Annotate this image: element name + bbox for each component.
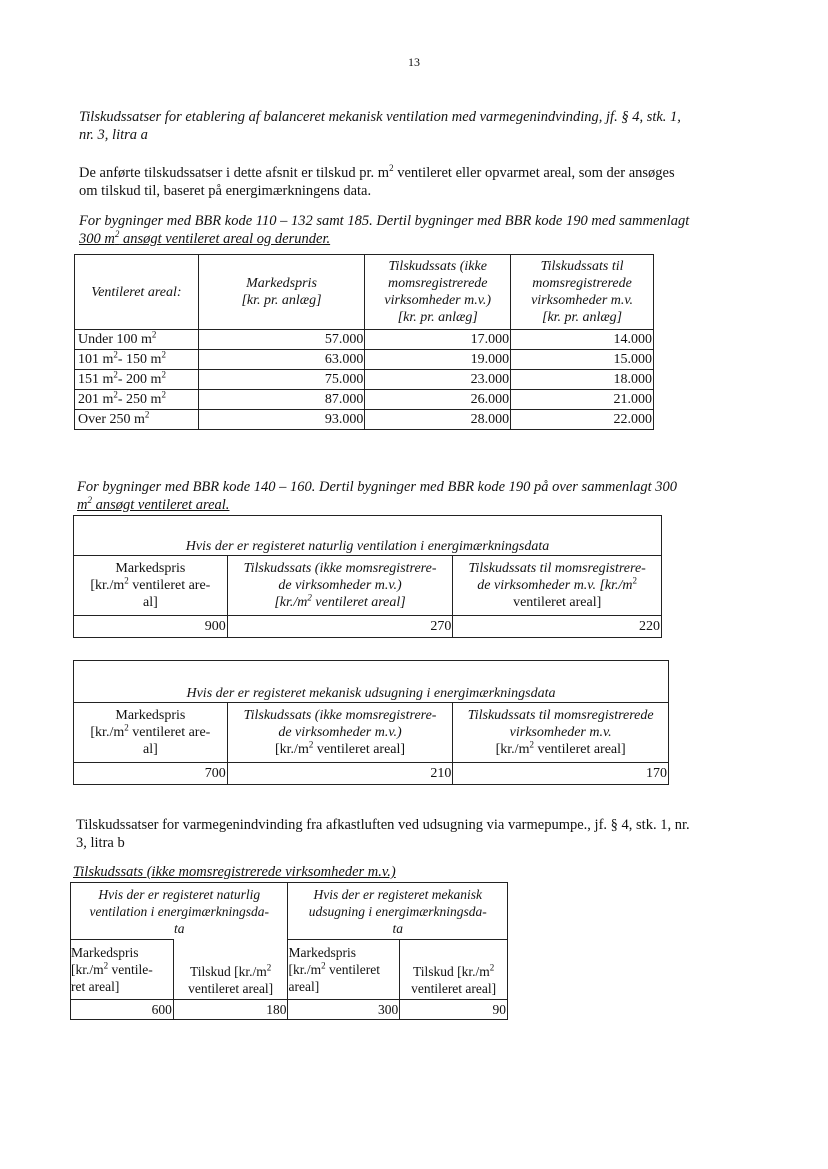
header-text: Tilskud [kr./m — [190, 964, 267, 979]
table-header-row — [74, 556, 662, 616]
header-text: de virksomheder m.v.) — [278, 725, 402, 740]
superscript: 2 — [124, 722, 129, 733]
header-text: [kr./m — [274, 595, 308, 610]
table-row — [75, 410, 654, 430]
cell-vat: 18.000 — [511, 370, 654, 390]
header-text: Markedspris — [71, 945, 139, 960]
table1-caption-line1: For bygninger med BBR kode 110 – 132 samt 185. Dertil bygninger med BBR kode 190 med sammenlagt — [79, 213, 690, 229]
section-heading — [79, 108, 779, 144]
header-vat — [453, 703, 669, 763]
header-text: Tilskudssats til momsregistrere- — [468, 561, 646, 576]
subsidy-table-4 — [70, 882, 508, 1020]
cell-text: - 200 m — [117, 372, 162, 387]
superscript: 2 — [124, 575, 129, 586]
superscript: 2 — [114, 229, 120, 240]
cell-text: 151 m — [78, 372, 114, 387]
header-text: virksomheder m.v. — [531, 293, 634, 308]
cell-area — [75, 410, 199, 430]
header-text: ta — [392, 920, 403, 936]
header-mechanical-extraction — [288, 883, 508, 940]
superscript: 2 — [87, 495, 92, 506]
table-row — [74, 763, 669, 785]
header-text: ventileret areal] — [188, 981, 274, 996]
table-title-row — [74, 516, 662, 556]
header-text: udsugning i energimærkningsda- — [308, 903, 487, 919]
header-area: Ventileret areal: — [75, 255, 199, 330]
header-market — [74, 703, 228, 763]
table3-title: Hvis der er registeret mekanisk udsugning i energimærkningsdata — [74, 661, 669, 703]
header-text: [kr./m — [495, 742, 530, 757]
table-row — [75, 350, 654, 370]
header-text: ventileret areal] — [313, 742, 406, 757]
header-vat — [511, 255, 654, 330]
header-text: Tilskudssats (ikke momsregistrere- — [243, 561, 437, 576]
cell-area — [75, 350, 199, 370]
cell-nonvat: 270 — [227, 616, 453, 638]
header-text: ventileret are- — [128, 578, 211, 593]
cell-nonvat: 28.000 — [365, 410, 511, 430]
superscript: 2 — [113, 369, 118, 380]
cell-vat: 22.000 — [511, 410, 654, 430]
cell-text: - 150 m — [117, 352, 162, 367]
table-header-row — [75, 255, 654, 330]
section-heading-line1: Tilskudssatser for etablering af balanceret mekanisk ventilation med varmegenindvinding, jf. § 4, stk. 1, — [79, 109, 681, 125]
cell-market: 700 — [74, 763, 228, 785]
cell-vat: 170 — [453, 763, 669, 785]
header-text: virksomheder m.v. — [509, 725, 612, 740]
cell-text: Over 250 m — [78, 412, 145, 427]
superscript: 2 — [144, 409, 150, 420]
header-text: Markedspris — [115, 561, 186, 576]
header-text: Hvis der er registeret mekanisk — [313, 886, 482, 902]
header-text: [kr./m — [288, 962, 322, 977]
table4-caption: Tilskudssats (ikke momsregistrerede virksomheder m.v.) — [73, 864, 396, 880]
header-text: ventileret areal] — [311, 595, 406, 610]
section2-line2: 3, litra b — [76, 835, 125, 851]
subsidy-table-1 — [74, 254, 654, 430]
table-row — [75, 390, 654, 410]
header-text: Markedspris — [288, 945, 356, 960]
subsidy-table-2 — [73, 515, 662, 638]
cell-text: 101 m — [78, 352, 114, 367]
table-header-row — [74, 703, 669, 763]
superscript: 2 — [113, 349, 118, 360]
header-text: ret areal] — [71, 979, 120, 994]
table-header-row — [71, 883, 508, 940]
cell-nonvat: 210 — [227, 763, 453, 785]
table-row — [71, 1000, 508, 1020]
header-text: [kr./m — [71, 962, 104, 977]
superscript: 2 — [161, 369, 166, 380]
cell-market: 900 — [74, 616, 228, 638]
body-text: ventileret eller opvarmet areal, som der ansøges — [393, 165, 675, 181]
header-market — [74, 556, 228, 616]
table1-caption — [79, 212, 779, 248]
superscript: 2 — [489, 962, 495, 973]
superscript: 2 — [103, 960, 109, 971]
header-text: ventileret areal] — [533, 742, 626, 757]
header-market-natural — [71, 940, 174, 1000]
header-text: Tilskudssats (ikke — [388, 259, 487, 274]
table2-title: Hvis der er registeret naturlig ventilation i energimærkningsdata — [74, 516, 662, 556]
header-text: areal] — [288, 979, 320, 994]
header-text: al] — [142, 595, 158, 610]
header-subsidy-mechanical — [400, 940, 508, 1000]
header-market — [198, 255, 365, 330]
section-body-line1 — [79, 164, 779, 182]
cell-market-natural: 600 — [71, 1000, 174, 1020]
superscript: 2 — [161, 349, 166, 360]
cell-nonvat: 23.000 — [365, 370, 511, 390]
header-text: [kr. pr. anlæg] — [397, 310, 478, 325]
header-text: virksomheder m.v.) — [384, 293, 492, 308]
superscript: 2 — [321, 960, 326, 971]
header-text: [kr./m — [275, 742, 309, 757]
table2-caption-line2 — [77, 496, 777, 514]
header-natural-ventilation — [71, 883, 288, 940]
header-text: ventileret are- — [128, 725, 211, 740]
header-text: ventilation i energimærkningsda- — [89, 903, 269, 919]
table1-caption-line2 — [79, 230, 779, 248]
caption-text: 300 m — [79, 231, 115, 247]
cell-area — [75, 370, 199, 390]
cell-nonvat: 17.000 — [365, 330, 511, 350]
table-title-row — [74, 661, 669, 703]
superscript: 2 — [307, 592, 312, 603]
superscript: 2 — [113, 389, 118, 400]
header-text: Hvis der er registeret naturlig — [98, 886, 261, 902]
superscript: 2 — [389, 163, 394, 174]
cell-nonvat: 19.000 — [365, 350, 511, 370]
header-market-mechanical — [288, 940, 400, 1000]
superscript: 2 — [308, 739, 314, 750]
header-text: Tilskud [kr./m — [412, 964, 490, 979]
header-text: [kr. pr. anlæg] — [241, 293, 322, 308]
header-nonvat — [227, 556, 453, 616]
superscript: 2 — [529, 739, 534, 750]
cell-market: 87.000 — [198, 390, 365, 410]
superscript: 2 — [632, 575, 638, 586]
header-nonvat — [365, 255, 511, 330]
cell-vat: 15.000 — [511, 350, 654, 370]
header-text: Tilskudssats til momsregistrerede — [467, 708, 654, 723]
section-heading-line2: nr. 3, litra a — [79, 127, 148, 143]
cell-market: 75.000 — [198, 370, 365, 390]
section-body-line2: om tilskud til, baseret på energimærkningens data. — [79, 183, 372, 199]
superscript: 2 — [266, 962, 272, 973]
page-number: 13 — [408, 55, 420, 69]
header-text: ventileret — [325, 962, 380, 977]
header-subsidy-natural — [173, 940, 288, 1000]
cell-market: 93.000 — [198, 410, 365, 430]
header-text: [kr./m — [90, 578, 125, 593]
cell-nonvat: 26.000 — [365, 390, 511, 410]
table-row — [75, 330, 654, 350]
table-row — [74, 616, 662, 638]
table-subheader-row — [71, 940, 508, 1000]
cell-text: - 250 m — [117, 392, 162, 407]
caption-text: ansøgt ventileret areal og derunder. — [119, 231, 331, 247]
caption-text: m — [77, 497, 88, 513]
header-text: Tilskudssats (ikke momsregistrere- — [243, 708, 437, 723]
header-text: momsregistrerede — [532, 276, 632, 291]
superscript: 2 — [161, 389, 166, 400]
cell-vat: 21.000 — [511, 390, 654, 410]
cell-market: 57.000 — [198, 330, 365, 350]
table-row — [75, 370, 654, 390]
header-text: Tilskudssats til — [540, 259, 624, 274]
header-text: Markedspris — [115, 708, 186, 723]
cell-area — [75, 390, 199, 410]
cell-market: 63.000 — [198, 350, 365, 370]
header-text: [kr. pr. anlæg] — [542, 310, 623, 325]
cell-subsidy-mechanical: 90 — [400, 1000, 508, 1020]
header-text: ventileret areal] — [513, 595, 602, 610]
section2-line1: Tilskudssatser for varmegenindvinding fra afkastluften ved udsugning via varmepumpe., jf. § 4, stk. 1, nr. — [76, 817, 690, 833]
cell-vat: 14.000 — [511, 330, 654, 350]
cell-text: 201 m — [78, 392, 114, 407]
subsidy-table-3 — [73, 660, 669, 785]
header-text: al] — [142, 742, 158, 757]
cell-subsidy-natural: 180 — [173, 1000, 288, 1020]
cell-text: Under 100 m — [78, 332, 152, 347]
table2-caption — [77, 478, 777, 514]
header-text: ta — [173, 920, 185, 936]
header-text: [kr./m — [90, 725, 125, 740]
section-body — [79, 164, 779, 200]
caption-text: ansøgt ventileret areal. — [91, 497, 230, 513]
header-text: momsregistrerede — [387, 276, 488, 291]
header-text: ventile- — [108, 962, 153, 977]
header-nonvat — [227, 703, 453, 763]
header-vat — [453, 556, 662, 616]
header-text: de virksomheder m.v. [kr./m — [477, 578, 633, 593]
header-text: Markedspris — [246, 276, 317, 291]
cell-vat: 220 — [453, 616, 662, 638]
superscript: 2 — [151, 329, 157, 340]
cell-market-mechanical: 300 — [288, 1000, 400, 1020]
cell-area — [75, 330, 199, 350]
header-text: ventileret areal] — [411, 981, 497, 996]
body-text: De anførte tilskudssatser i dette afsnit er tilskud pr. m — [79, 165, 390, 181]
section2-body — [76, 816, 776, 852]
header-text: de virksomheder m.v.) — [278, 578, 402, 593]
table2-caption-line1: For bygninger med BBR kode 140 – 160. Dertil bygninger med BBR kode 190 på over sammenlagt 300 — [77, 479, 678, 495]
